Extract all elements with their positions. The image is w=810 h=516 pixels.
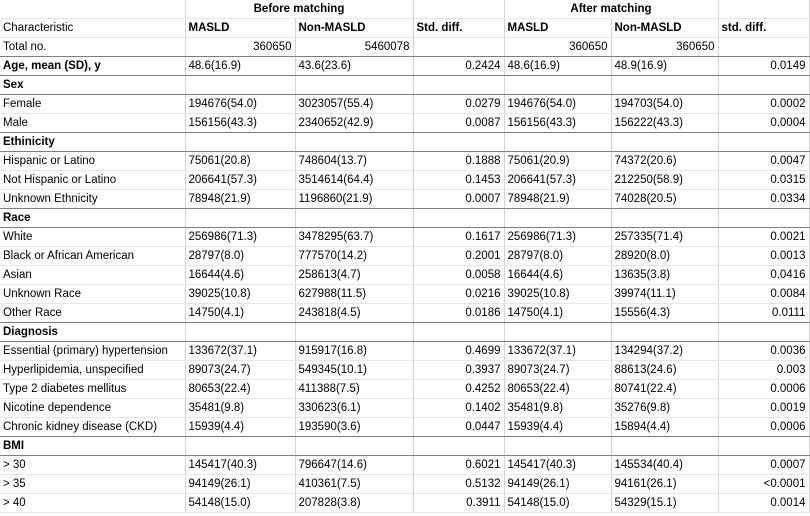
empty-cell[interactable]	[295, 437, 413, 456]
stddiff-after-cell[interactable]: 0.0013	[718, 247, 809, 266]
row-label[interactable]: Chronic kidney disease (CKD)	[0, 418, 185, 437]
stddiff-after-cell[interactable]: 0.0019	[718, 399, 809, 418]
empty-cell[interactable]	[185, 209, 295, 228]
nonmasld-before-cell[interactable]: 627988(11.5)	[295, 285, 413, 304]
row-label[interactable]: Type 2 diabetes mellitus	[0, 380, 185, 399]
stddiff-before-cell[interactable]: 0.0279	[413, 95, 504, 114]
empty-cell[interactable]	[295, 209, 413, 228]
empty-cell[interactable]	[611, 323, 718, 342]
nonmasld-before-cell[interactable]: 207828(3.8)	[295, 494, 413, 513]
before-matching-header[interactable]: Before matching	[185, 0, 413, 19]
table-row	[0, 304, 809, 323]
stddiff-after-cell[interactable]: 0.0315	[718, 171, 809, 190]
section-title[interactable]: Ethinicity	[0, 133, 185, 152]
row-label[interactable]: > 35	[0, 475, 185, 494]
nonmasld-after-cell[interactable]: 80741(22.4)	[611, 380, 718, 399]
nonmasld-before-cell[interactable]: 193590(3.6)	[295, 418, 413, 437]
masld-after-cell[interactable]: 145417(40.3)	[504, 456, 611, 475]
empty-cell[interactable]	[611, 76, 718, 95]
empty-cell[interactable]	[413, 38, 504, 57]
nonmasld-before-cell[interactable]: 3514614(64.4)	[295, 171, 413, 190]
section-row-bmi	[0, 437, 809, 456]
stddiff-before-cell[interactable]: 0.3937	[413, 361, 504, 380]
row-label[interactable]: Not Hispanic or Latino	[0, 171, 185, 190]
empty-cell[interactable]	[185, 76, 295, 95]
masld-before-cell[interactable]: 35481(9.8)	[185, 399, 295, 418]
row-label[interactable]: White	[0, 228, 185, 247]
stddiff-before-cell[interactable]: 0.1453	[413, 171, 504, 190]
characteristic-header[interactable]: Characteristic	[0, 19, 185, 38]
empty-cell[interactable]	[295, 76, 413, 95]
table-row	[0, 114, 809, 133]
table-row	[0, 456, 809, 475]
stddiff-before-cell[interactable]: 0.4252	[413, 380, 504, 399]
stddiff-after-cell[interactable]: 0.0111	[718, 304, 809, 323]
masld-before-cell[interactable]: 54148(15.0)	[185, 494, 295, 513]
nonmasld-after-cell[interactable]: 156222(43.3)	[611, 114, 718, 133]
empty-cell[interactable]	[0, 0, 185, 19]
empty-cell[interactable]	[185, 437, 295, 456]
masld-after-cell[interactable]: 256986(71.3)	[504, 228, 611, 247]
nonmasld-before-cell[interactable]: 3478295(63.7)	[295, 228, 413, 247]
nonmasld-after-cell[interactable]: 88613(24.6)	[611, 361, 718, 380]
row-label[interactable]: Asian	[0, 266, 185, 285]
table-row	[0, 418, 809, 437]
nonmasld-before-cell[interactable]: 796647(14.6)	[295, 456, 413, 475]
table-row	[0, 399, 809, 418]
stddiff-before-cell[interactable]: 0.0216	[413, 285, 504, 304]
empty-cell[interactable]	[718, 323, 809, 342]
nonmasld-before-cell[interactable]: 258613(4.7)	[295, 266, 413, 285]
table-row	[0, 95, 809, 114]
table-row	[0, 361, 809, 380]
table-row	[0, 171, 809, 190]
empty-cell[interactable]	[718, 209, 809, 228]
masld-after-cell[interactable]: 35481(9.8)	[504, 399, 611, 418]
masld-after-header[interactable]: MASLD	[504, 19, 611, 38]
nonmasld-before-header[interactable]: Non-MASLD	[295, 19, 413, 38]
stddiff-before-cell[interactable]: 0.0447	[413, 418, 504, 437]
section-title[interactable]: Race	[0, 209, 185, 228]
nonmasld-after-header[interactable]: Non-MASLD	[611, 19, 718, 38]
age-row	[0, 57, 809, 76]
age-stddiff-after[interactable]: 0.0149	[718, 57, 809, 76]
row-label[interactable]: > 30	[0, 456, 185, 475]
nonmasld-before-cell[interactable]: 3023057(55.4)	[295, 95, 413, 114]
row-label[interactable]: Hispanic or Latino	[0, 152, 185, 171]
stddiff-before-cell[interactable]: 0.4699	[413, 342, 504, 361]
nonmasld-before-cell[interactable]: 549345(10.1)	[295, 361, 413, 380]
stddiff-after-cell[interactable]: 0.0006	[718, 380, 809, 399]
age-nonmasld-after[interactable]: 48.9(16.9)	[611, 57, 718, 76]
nonmasld-before-cell[interactable]: 777570(14.2)	[295, 247, 413, 266]
stddiff-after-cell[interactable]: 0.0006	[718, 418, 809, 437]
row-label[interactable]: > 40	[0, 494, 185, 513]
stddiff-after-cell[interactable]: 0.0047	[718, 152, 809, 171]
stddiff-after-cell[interactable]: 0.003	[718, 361, 809, 380]
masld-before-header[interactable]: MASLD	[185, 19, 295, 38]
empty-cell[interactable]	[718, 437, 809, 456]
table-row	[0, 190, 809, 209]
total-masld-before[interactable]: 360650	[185, 38, 295, 57]
empty-cell[interactable]	[413, 0, 504, 19]
masld-before-cell[interactable]: 14750(4.1)	[185, 304, 295, 323]
stddiff-before-cell[interactable]: 0.0186	[413, 304, 504, 323]
empty-cell[interactable]	[413, 323, 504, 342]
total-nonmasld-after[interactable]: 360650	[611, 38, 718, 57]
empty-cell[interactable]	[295, 133, 413, 152]
masld-before-cell[interactable]: 156156(43.3)	[185, 114, 295, 133]
masld-after-cell[interactable]: 78948(21.9)	[504, 190, 611, 209]
stddiff-after-cell[interactable]: <0.0001	[718, 475, 809, 494]
empty-cell[interactable]	[504, 76, 611, 95]
nonmasld-after-cell[interactable]: 54329(15.1)	[611, 494, 718, 513]
masld-before-cell[interactable]: 94149(26.1)	[185, 475, 295, 494]
row-label[interactable]: Female	[0, 95, 185, 114]
total-label[interactable]: Total no.	[0, 38, 185, 57]
masld-after-cell[interactable]: 14750(4.1)	[504, 304, 611, 323]
empty-cell[interactable]	[718, 133, 809, 152]
masld-after-cell[interactable]: 16644(4.6)	[504, 266, 611, 285]
stddiff-before-cell[interactable]: 0.1617	[413, 228, 504, 247]
masld-before-cell[interactable]: 133672(37.1)	[185, 342, 295, 361]
nonmasld-before-cell[interactable]: 410361(7.5)	[295, 475, 413, 494]
nonmasld-after-cell[interactable]: 145534(40.4)	[611, 456, 718, 475]
masld-after-cell[interactable]: 15939(4.4)	[504, 418, 611, 437]
nonmasld-after-cell[interactable]: 74372(20.6)	[611, 152, 718, 171]
table-row	[0, 228, 809, 247]
masld-before-cell[interactable]: 145417(40.3)	[185, 456, 295, 475]
section-row-race	[0, 209, 809, 228]
masld-after-cell[interactable]: 94149(26.1)	[504, 475, 611, 494]
masld-after-cell[interactable]: 133672(37.1)	[504, 342, 611, 361]
stddiff-after-cell[interactable]: 0.0002	[718, 95, 809, 114]
age-masld-after[interactable]: 48.6(16.9)	[504, 57, 611, 76]
stddiff-after-cell[interactable]: 0.0334	[718, 190, 809, 209]
section-row-sex	[0, 76, 809, 95]
row-label[interactable]: Unknown Race	[0, 285, 185, 304]
masld-before-cell[interactable]: 15939(4.4)	[185, 418, 295, 437]
total-nonmasld-before[interactable]: 5460078	[295, 38, 413, 57]
nonmasld-after-cell[interactable]: 28920(8.0)	[611, 247, 718, 266]
stddiff-after-cell[interactable]: 0.0004	[718, 114, 809, 133]
age-label[interactable]: Age, mean (SD), y	[0, 57, 185, 76]
masld-after-cell[interactable]: 206641(57.3)	[504, 171, 611, 190]
stddiff-before-cell[interactable]: 0.1888	[413, 152, 504, 171]
nonmasld-after-cell[interactable]: 134294(37.2)	[611, 342, 718, 361]
empty-cell[interactable]	[504, 437, 611, 456]
empty-cell[interactable]	[413, 76, 504, 95]
nonmasld-after-cell[interactable]: 15894(4.4)	[611, 418, 718, 437]
nonmasld-before-cell[interactable]: 243818(4.5)	[295, 304, 413, 323]
nonmasld-after-cell[interactable]: 74028(20.5)	[611, 190, 718, 209]
nonmasld-before-cell[interactable]: 411388(7.5)	[295, 380, 413, 399]
masld-before-cell[interactable]: 78948(21.9)	[185, 190, 295, 209]
stddiff-after-header[interactable]: std. diff.	[718, 19, 809, 38]
stddiff-before-cell[interactable]: 0.5132	[413, 475, 504, 494]
empty-cell[interactable]	[295, 323, 413, 342]
nonmasld-before-cell[interactable]: 748604(13.7)	[295, 152, 413, 171]
masld-before-cell[interactable]: 28797(8.0)	[185, 247, 295, 266]
empty-cell[interactable]	[413, 437, 504, 456]
nonmasld-after-cell[interactable]: 13635(3.8)	[611, 266, 718, 285]
stddiff-before-cell[interactable]: 0.0007	[413, 190, 504, 209]
nonmasld-before-cell[interactable]: 330623(6.1)	[295, 399, 413, 418]
section-row-ethnicity	[0, 133, 809, 152]
empty-cell[interactable]	[413, 133, 504, 152]
empty-cell[interactable]	[413, 209, 504, 228]
table-row	[0, 475, 809, 494]
nonmasld-after-cell[interactable]: 257335(71.4)	[611, 228, 718, 247]
nonmasld-before-cell[interactable]: 1196860(21.9)	[295, 190, 413, 209]
stddiff-after-cell[interactable]: 0.0084	[718, 285, 809, 304]
row-label[interactable]: Other Race	[0, 304, 185, 323]
stddiff-before-cell[interactable]: 0.2001	[413, 247, 504, 266]
masld-after-cell[interactable]: 89073(24.7)	[504, 361, 611, 380]
empty-cell[interactable]	[504, 209, 611, 228]
table-row	[0, 380, 809, 399]
age-nonmasld-before[interactable]: 43.6(23.6)	[295, 57, 413, 76]
table-row	[0, 342, 809, 361]
table-row	[0, 266, 809, 285]
empty-cell[interactable]	[611, 133, 718, 152]
stddiff-before-cell[interactable]: 0.3911	[413, 494, 504, 513]
stddiff-after-cell[interactable]: 0.0007	[718, 456, 809, 475]
section-row-diagnosis	[0, 323, 809, 342]
nonmasld-after-cell[interactable]: 194703(54.0)	[611, 95, 718, 114]
nonmasld-after-cell[interactable]: 94161(26.1)	[611, 475, 718, 494]
total-row	[0, 38, 809, 57]
row-label[interactable]: Hyperlipidemia, unspecified	[0, 361, 185, 380]
row-label[interactable]: Nicotine dependence	[0, 399, 185, 418]
group-header-row	[0, 0, 809, 19]
section-title[interactable]: Diagnosis	[0, 323, 185, 342]
empty-cell[interactable]	[718, 38, 809, 57]
nonmasld-before-cell[interactable]: 915917(16.8)	[295, 342, 413, 361]
masld-before-cell[interactable]: 75061(20.8)	[185, 152, 295, 171]
age-masld-before[interactable]: 48.6(16.9)	[185, 57, 295, 76]
masld-before-cell[interactable]: 16644(4.6)	[185, 266, 295, 285]
nonmasld-after-cell[interactable]: 15556(4.3)	[611, 304, 718, 323]
row-label[interactable]: Black or African American	[0, 247, 185, 266]
stddiff-after-cell[interactable]: 0.0014	[718, 494, 809, 513]
section-title[interactable]: Sex	[0, 76, 185, 95]
empty-cell[interactable]	[611, 437, 718, 456]
masld-after-cell[interactable]: 194676(54.0)	[504, 95, 611, 114]
masld-after-cell[interactable]: 54148(15.0)	[504, 494, 611, 513]
masld-before-cell[interactable]: 89073(24.7)	[185, 361, 295, 380]
masld-after-cell[interactable]: 28797(8.0)	[504, 247, 611, 266]
masld-after-cell[interactable]: 156156(43.3)	[504, 114, 611, 133]
stddiff-after-cell[interactable]: 0.0416	[718, 266, 809, 285]
row-label[interactable]: Male	[0, 114, 185, 133]
stddiff-before-cell[interactable]: 0.6021	[413, 456, 504, 475]
after-matching-header[interactable]: After matching	[504, 0, 718, 19]
nonmasld-after-cell[interactable]: 212250(58.9)	[611, 171, 718, 190]
nonmasld-after-cell[interactable]: 39974(11.1)	[611, 285, 718, 304]
row-label[interactable]: Unknown Ethnicity	[0, 190, 185, 209]
table-row	[0, 247, 809, 266]
empty-cell[interactable]	[718, 76, 809, 95]
masld-before-cell[interactable]: 206641(57.3)	[185, 171, 295, 190]
masld-before-cell[interactable]: 256986(71.3)	[185, 228, 295, 247]
masld-after-cell[interactable]: 39025(10.8)	[504, 285, 611, 304]
stddiff-before-cell[interactable]: 0.1402	[413, 399, 504, 418]
table-row	[0, 152, 809, 171]
column-header-row	[0, 19, 809, 38]
masld-before-cell[interactable]: 194676(54.0)	[185, 95, 295, 114]
masld-before-cell[interactable]: 80653(22.4)	[185, 380, 295, 399]
stddiff-before-header[interactable]: Std. diff.	[413, 19, 504, 38]
table-row	[0, 285, 809, 304]
table-row	[0, 494, 809, 513]
masld-after-cell[interactable]: 75061(20.9)	[504, 152, 611, 171]
empty-cell[interactable]	[504, 323, 611, 342]
nonmasld-before-cell[interactable]: 2340652(42.9)	[295, 114, 413, 133]
stddiff-before-cell[interactable]: 0.0087	[413, 114, 504, 133]
masld-before-cell[interactable]: 39025(10.8)	[185, 285, 295, 304]
masld-after-cell[interactable]: 80653(22.4)	[504, 380, 611, 399]
total-masld-after[interactable]: 360650	[504, 38, 611, 57]
row-label[interactable]: Essential (primary) hypertension	[0, 342, 185, 361]
stddiff-after-cell[interactable]: 0.0036	[718, 342, 809, 361]
stddiff-after-cell[interactable]: 0.0021	[718, 228, 809, 247]
stddiff-before-cell[interactable]: 0.0058	[413, 266, 504, 285]
empty-cell[interactable]	[504, 133, 611, 152]
empty-cell[interactable]	[718, 0, 809, 19]
empty-cell[interactable]	[611, 209, 718, 228]
section-title[interactable]: BMI	[0, 437, 185, 456]
empty-cell[interactable]	[185, 323, 295, 342]
age-stddiff-before[interactable]: 0.2424	[413, 57, 504, 76]
nonmasld-after-cell[interactable]: 35276(9.8)	[611, 399, 718, 418]
empty-cell[interactable]	[185, 133, 295, 152]
